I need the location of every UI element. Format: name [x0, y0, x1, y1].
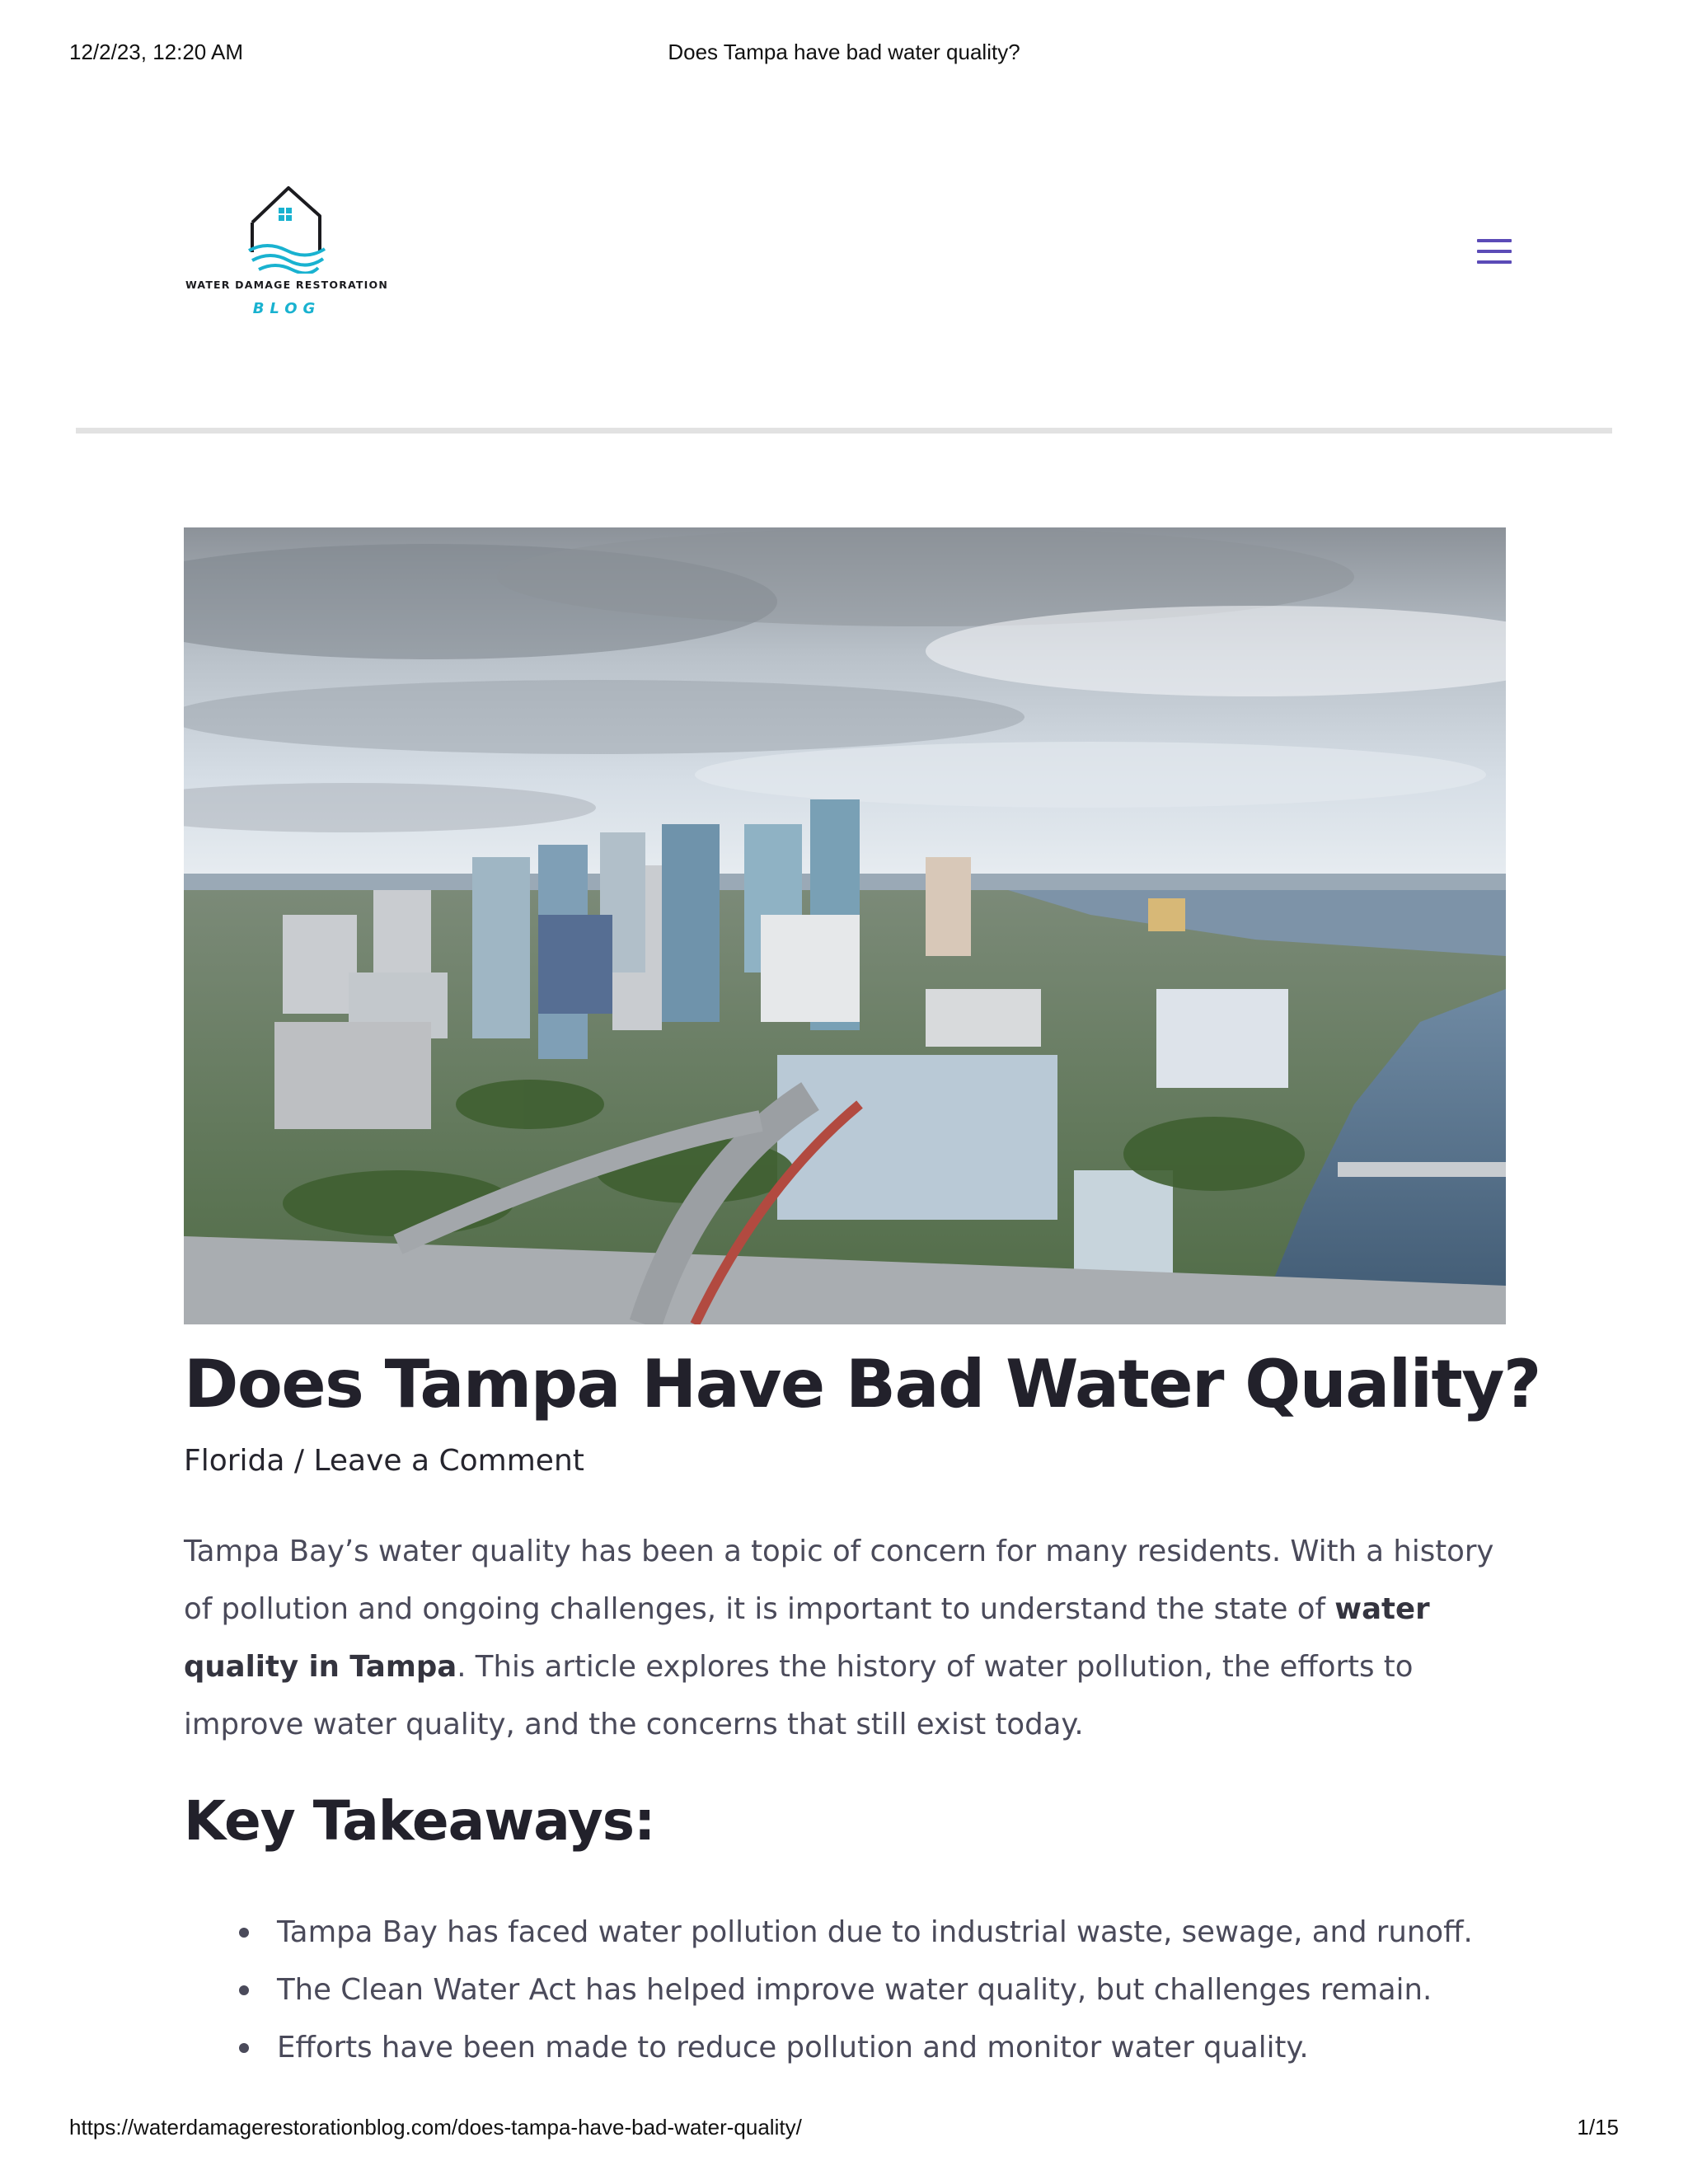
print-url: https://waterdamagerestorationblog.com/does-tampa-have-bad-water-quality/ — [69, 2115, 802, 2139]
print-datetime: 12/2/23, 12:20 AM — [69, 40, 244, 64]
menu-button[interactable] — [1475, 236, 1513, 267]
intro-paragraph — [184, 1523, 1512, 1754]
list-item: Efforts have been made to reduce pollution and monitor water quality. — [239, 2019, 1525, 2077]
category-link[interactable]: Florida — [184, 1444, 285, 1478]
tampa-skyline-image — [184, 527, 1506, 1324]
key-takeaways-heading: Key Takeaways: — [184, 1789, 655, 1853]
logo-text-main: WATER DAMAGE RESTORATION — [185, 279, 388, 291]
intro-text-2: . This article explores the history of water pollution, the efforts to improve water quality, and the concerns that still exist today. — [184, 1650, 1414, 1741]
hamburger-menu-icon — [1475, 236, 1513, 267]
meta-separator: / — [284, 1444, 314, 1478]
site-logo[interactable] — [180, 183, 394, 323]
hero-image — [184, 527, 1506, 1324]
leave-comment-link[interactable]: Leave a Comment — [313, 1444, 584, 1478]
article-meta — [184, 1444, 584, 1478]
header-divider — [76, 428, 1612, 434]
intro-text-bold: water quality in Tampa — [184, 1592, 1430, 1684]
intro-text-1: Tampa Bay’s water quality has been a topic of concern for many residents. With a history of pollution and ongoing challenges, it is important to understand the state of — [184, 1535, 1494, 1626]
key-takeaways-list — [239, 1904, 1525, 2077]
print-page-number: 1/15 — [1577, 2115, 1619, 2139]
list-item: Tampa Bay has faced water pollution due to industrial waste, sewage, and runoff. — [239, 1904, 1525, 1961]
print-page-title: Does Tampa have bad water quality? — [668, 40, 1020, 64]
logo-text-blog: BLOG — [252, 300, 321, 317]
print-header — [0, 40, 1688, 69]
article-title: Does Tampa Have Bad Water Quality? — [184, 1346, 1540, 1422]
print-footer — [0, 2115, 1688, 2144]
house-waves-logo-icon — [247, 183, 326, 274]
list-item: The Clean Water Act has helped improve water quality, but challenges remain. — [239, 1961, 1525, 2019]
